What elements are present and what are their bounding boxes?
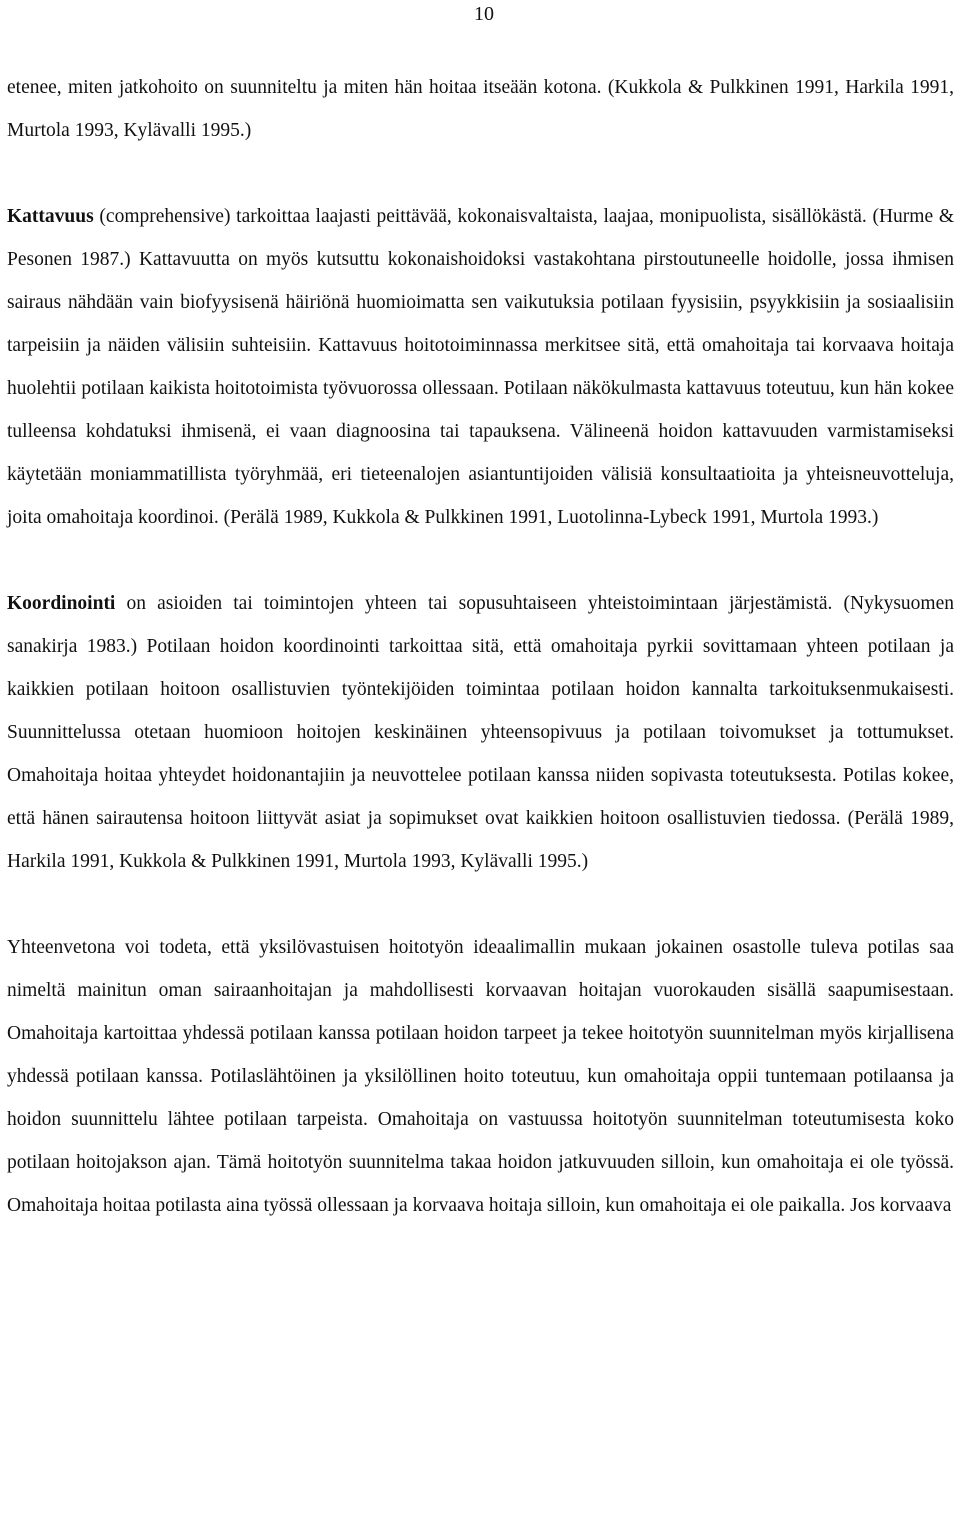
paragraph-text: (comprehensive) tarkoittaa laajasti peittävää, kokonaisvaltaista, laajaa, monipuolista, sisällökästä. (Hurme & Pesonen 1987.) Kattavuutta on myös kutsuttu kokonaishoidoksi vastakohtana pirstoutuneelle hoidolle, jossa ihmisen sairaus nähdään vain biofyysisenä häiriönä huomioimatta sen vaikutuksia potilaan fyysisiin, psyykkisiin ja sosiaalisiin tarpeisiin ja näiden välisiin suhteisiin. Kattavuus hoitotoiminnassa merkitsee sitä, että omahoitaja tai korvaava hoitaja huolehtii potilaan kaikista hoitotoimista työvuorossa ollessaan. Potilaan näkökulmasta kattavuus toteutuu, kun hän kokee tulleensa kohdatuksi ihmisenä, ei vaan diagnoosina tai tapauksena. Välineenä hoidon kattavuuden varmistamiseksi käytetään moniammatillista työryhmää, eri tieteenalojen asiantuntijoiden välisiä konsultaatioita ja yhteisneuvotteluja, joita omahoitaja koordinoi. (Perälä 1989, Kukkola & Pulkkinen 1991, Luotolinna-Lybeck 1991, Murtola 1993.): [7, 206, 954, 528]
paragraph-kattavuus: [7, 195, 954, 539]
paragraph-koordinointi: [7, 582, 954, 883]
paragraph-text: Yhteenvetona voi todeta, että yksilövastuisen hoitotyön ideaalimallin mukaan jokainen osastolle tuleva potilas saa nimeltä mainitun oman sairaanhoitajan ja mahdollisesti korvaavan hoitajan vuorokauden sisällä saapumisestaan. Omahoitaja kartoittaa yhdessä potilaan kanssa potilaan hoidon tarpeet ja tekee hoitotyön suunnitelman myös kirjallisena yhdessä potilaan kanssa. Potilaslähtöinen ja yksilöllinen hoito toteutuu, kun omahoitaja oppii tuntemaan potilaansa ja hoidon suunnittelu lähtee potilaan tarpeista. Omahoitaja on vastuussa hoitotyön suunnitelman toteutumisesta koko potilaan hoitojakson ajan. Tämä hoitotyön suunnitelma takaa hoidon jatkuvuuden silloin, kun omahoitaja ei ole työssä. Omahoitaja hoitaa potilasta aina työssä ollessaan ja korvaava hoitaja silloin, kun omahoitaja ei ole paikalla. Jos korvaava: [7, 937, 954, 1216]
page-body: [7, 66, 954, 1227]
page-number: 10: [474, 3, 494, 25]
term-koordinointi: Koordinointi: [7, 593, 116, 614]
paragraph-text: on asioiden tai toimintojen yhteen tai sopusuhtaiseen yhteistoimintaan järjestämistä. (Nykysuomen sanakirja 1983.) Potilaan hoidon koordinointi tarkoittaa sitä, että omahoitaja pyrkii sovittamaan yhteen potilaan ja kaikkien potilaan hoitoon osallistuvien työntekijöiden toimintaa potilaan hoidon kannalta tarkoituksenmukaisesti. Suunnittelussa otetaan huomioon hoitojen keskinäinen yhteensopivuus ja potilaan toivomukset ja tottumukset. Omahoitaja hoitaa yhteydet hoidonantajiin ja neuvottelee potilaan kanssa niiden sopivasta toteutuksesta. Potilas kokee, että hänen sairautensa hoitoon liittyvät asiat ja sopimukset ovat kaikkien hoitoon osallistuvien tiedossa. (Perälä 1989, Harkila 1991, Kukkola & Pulkkinen 1991, Murtola 1993, Kylävalli 1995.): [7, 593, 954, 872]
paragraph-yhteenveto: [7, 926, 954, 1227]
paragraph-text: etenee, miten jatkohoito on suunniteltu ja miten hän hoitaa itseään kotona. (Kukkola & Pulkkinen 1991, Harkila 1991, Murtola 1993, Kylävalli 1995.): [7, 77, 954, 141]
paragraph-jatkohoito: [7, 66, 954, 152]
term-kattavuus: Kattavuus: [7, 206, 94, 227]
